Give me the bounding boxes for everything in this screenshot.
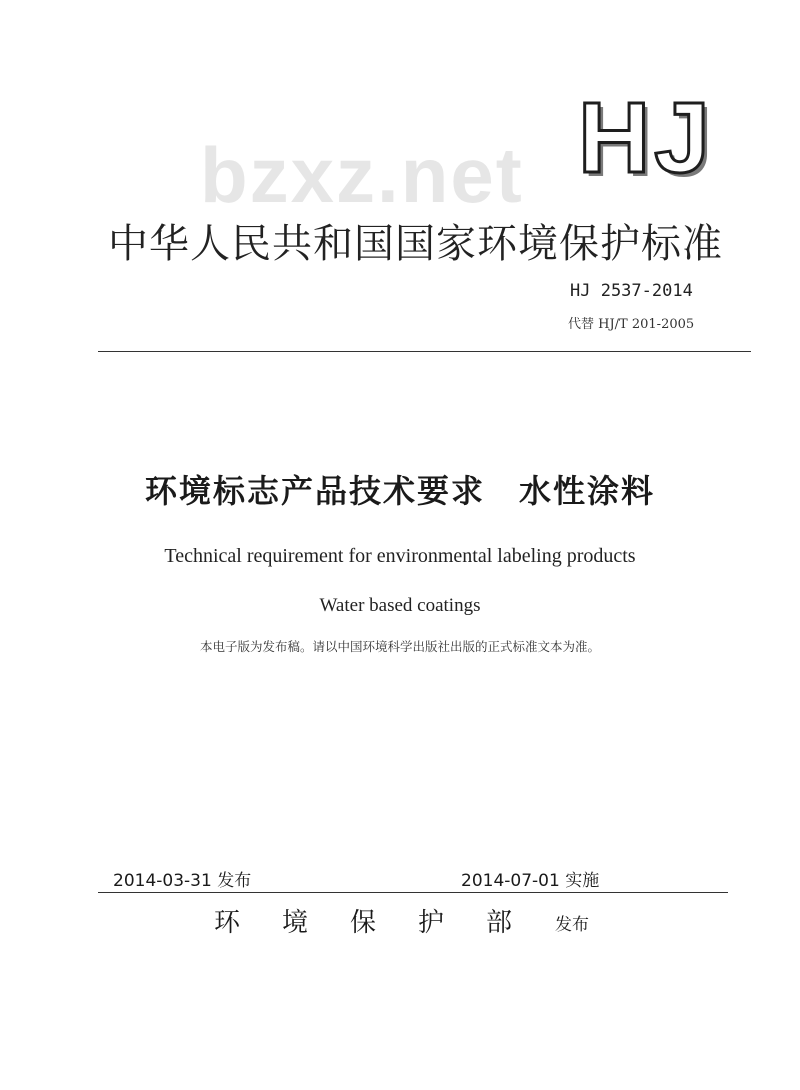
standard-code: HJ 2537-2014 [570, 281, 693, 301]
issue-date: 2014-03-31 发布 [113, 871, 252, 891]
watermark: bzxz.net [200, 131, 524, 219]
hj-logo: HJ [578, 82, 714, 194]
standard-title: 中华人民共和国国家环境保护标准 [108, 221, 723, 267]
document-title-cn: 环境标志产品技术要求 水性涂料 [144, 472, 655, 510]
document-title-en: Technical requirement for environmental labeling products [164, 545, 636, 567]
document-subtitle-en: Water based coatings [319, 595, 481, 616]
top-divider [98, 351, 751, 352]
bottom-divider [98, 892, 728, 893]
replaces-note: 代替 HJ/T 201-2005 [568, 317, 695, 332]
issuer: 环境保护部 [214, 908, 555, 938]
implementation-date: 2014-07-01 实施 [461, 871, 600, 891]
electronic-version-note: 本电子版为发布稿。请以中国环境科学出版社出版的正式标准文本为准。 [199, 639, 600, 654]
issuer-suffix: 发布 [555, 915, 589, 935]
